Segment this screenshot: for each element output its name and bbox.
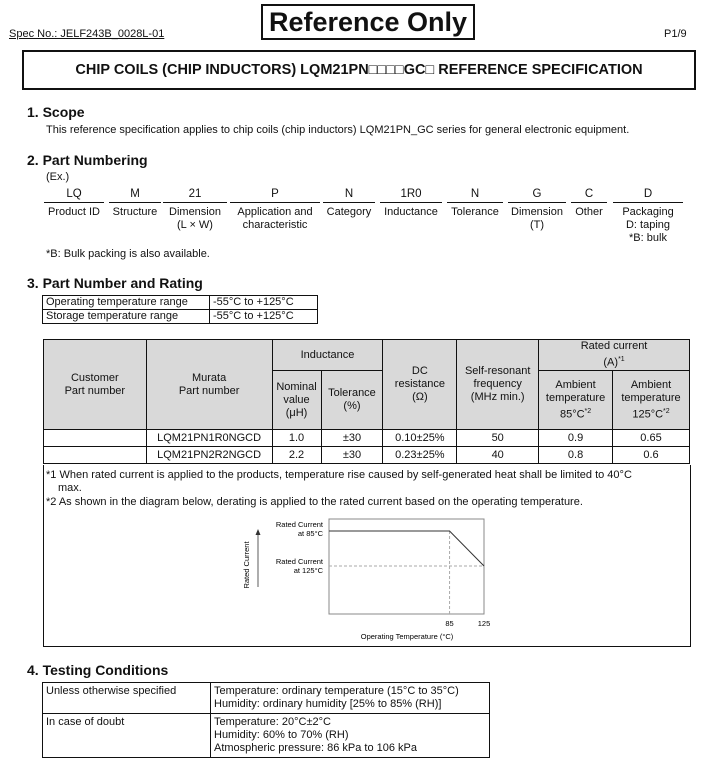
inductance-header: Inductance: [272, 340, 383, 371]
dc-resistance-cell: 0.10±25%: [383, 430, 457, 447]
rated-125-cell: 0.65: [613, 430, 690, 447]
testing-conditions-table: [42, 682, 490, 758]
part-code-segment: G: [532, 188, 542, 200]
srf-cell: 40: [457, 447, 539, 464]
rated-125-cell: 0.6: [613, 447, 690, 464]
part-code-label: Packaging D: taping *B: bulk: [622, 206, 674, 244]
part-code-label: Product ID: [48, 206, 100, 218]
murata-part-cell: LQM21PN2R2NGCD: [146, 447, 272, 464]
condition-value: Temperature: 20°C±2°C Humidity: 60% to 70% (RH) Atmospheric pressure: 86 kPa to 106 kPa: [211, 714, 490, 758]
derating-line: [329, 531, 484, 566]
nominal-cell: 1.0: [272, 430, 321, 447]
part-code-label: Dimension (T): [511, 206, 563, 231]
tolerance-header: Tolerance (%): [321, 371, 383, 430]
table-row: [43, 296, 318, 310]
y-label-85-line1: Rated Current: [275, 520, 323, 529]
part-code-label: Category: [326, 206, 372, 218]
tolerance-cell: ±30: [321, 447, 383, 464]
storage-temp-label: Storage temperature range: [43, 310, 210, 324]
scope-heading: 1. Scope: [27, 104, 85, 120]
x-tick-85: 85: [445, 619, 454, 628]
arrow-head-icon: [256, 529, 261, 535]
part-code-underline: [508, 202, 566, 203]
nominal-header: Nominal value (μH): [272, 371, 321, 430]
footnote-1: *1 When rated current is applied to the products, temperature rise caused by self-generated heat shall be limited to 40°C max.: [46, 469, 632, 494]
spec-number: Spec No.: JELF243B_0028L-01: [9, 28, 165, 40]
table-row: [43, 683, 490, 714]
part-numbering-heading: 2. Part Numbering: [27, 152, 148, 168]
part-code-underline: [380, 202, 442, 203]
part-code-label: Dimension (L × W): [169, 206, 221, 231]
y-label-85-line2: at 85°C: [297, 529, 323, 538]
part-code-underline: [571, 202, 607, 203]
temperature-range-table: [42, 295, 318, 324]
derating-chart: [239, 513, 499, 641]
part-code-segment: 21: [188, 188, 202, 200]
part-code-segment: LQ: [66, 188, 82, 200]
reference-only-stamp: Reference Only: [261, 4, 475, 40]
y-label-125-line2: at 125°C: [293, 566, 323, 575]
x-tick-125: 125: [477, 619, 491, 628]
rated-85-cell: 0.9: [539, 430, 613, 447]
part-code-underline: [323, 202, 375, 203]
part-code-label: Application and characteristic: [237, 206, 313, 231]
part-code-underline: [163, 202, 227, 203]
operating-temp-value: -55°C to +125°C: [210, 296, 318, 310]
footnote-box: [43, 465, 691, 647]
part-code-segment: N: [470, 188, 480, 200]
y-axis-label: Rated Current: [242, 541, 251, 589]
part-code-label: Structure: [112, 206, 158, 218]
part-code-underline: [230, 202, 320, 203]
rating-table: [43, 339, 690, 464]
part-code-segment: 1R0: [400, 188, 422, 200]
customer-part-cell: [44, 430, 147, 447]
tolerance-cell: ±30: [321, 430, 383, 447]
y-label-125-line1: Rated Current: [275, 557, 323, 566]
nominal-cell: 2.2: [272, 447, 321, 464]
customer-part-cell: [44, 447, 147, 464]
ambient-125-header: Ambient temperature $125^\circ C^{*2}$: [613, 371, 690, 430]
condition-label: Unless otherwise specified: [43, 683, 211, 714]
part-code-segment: D: [643, 188, 653, 200]
footnote-2: *2 As shown in the diagram below, derating is applied to the rated current based on the operating temperature.: [46, 496, 583, 508]
scope-text: This reference specification applies to chip coils (chip inductors) LQM21PN_GC series for general electronic equipment.: [46, 124, 630, 136]
testing-heading: 4. Testing Conditions: [27, 662, 169, 678]
dc-resistance-cell: 0.23±25%: [383, 447, 457, 464]
part-code-segment: P: [271, 188, 279, 200]
rated-current-header: Rated current $(A)^{*1}$: [539, 340, 690, 371]
storage-temp-value: -55°C to +125°C: [210, 310, 318, 324]
ambient-85-header: Ambient temperature $85^\circ C^{*2}$: [539, 371, 613, 430]
part-code-underline: [447, 202, 503, 203]
srf-header: Self-resonant frequency (MHz min.): [457, 340, 539, 430]
part-code-segment: C: [584, 188, 594, 200]
rated-85-cell: 0.8: [539, 447, 613, 464]
table-row: [43, 310, 318, 324]
customer-header: Customer Part number: [44, 340, 147, 430]
part-numbering-example: (Ex.): [46, 171, 70, 183]
murata-header: Murata Part number: [146, 340, 272, 430]
table-row: [43, 714, 490, 758]
murata-part-cell: LQM21PN1R0NGCD: [146, 430, 272, 447]
table-row: [44, 430, 690, 447]
part-code-underline: [613, 202, 683, 203]
part-code-label: Tolerance: [451, 206, 499, 218]
part-code-underline: [44, 202, 104, 203]
x-axis-label: Operating Temperature (°C): [360, 632, 454, 641]
srf-cell: 50: [457, 430, 539, 447]
page-number: P1/9: [664, 28, 687, 40]
part-code-segment: M: [130, 188, 140, 200]
condition-value: Temperature: ordinary temperature (15°C to 35°C) Humidity: ordinary humidity [25% to 85% (RH)]: [211, 683, 490, 714]
part-code-segment: N: [344, 188, 354, 200]
document-title: CHIP COILS (CHIP INDUCTORS) LQM21PN□□□□GC□ REFERENCE SPECIFICATION: [22, 50, 696, 90]
bulk-note: *B: Bulk packing is also available.: [46, 248, 210, 260]
part-code-underline: [109, 202, 161, 203]
rating-heading: 3. Part Number and Rating: [27, 275, 203, 291]
operating-temp-label: Operating temperature range: [43, 296, 210, 310]
table-row: [44, 447, 690, 464]
part-code-label: Inductance: [384, 206, 438, 218]
condition-label: In case of doubt: [43, 714, 211, 758]
part-code-label: Other: [575, 206, 603, 218]
dc-resistance-header: DC resistance (Ω): [383, 340, 457, 430]
